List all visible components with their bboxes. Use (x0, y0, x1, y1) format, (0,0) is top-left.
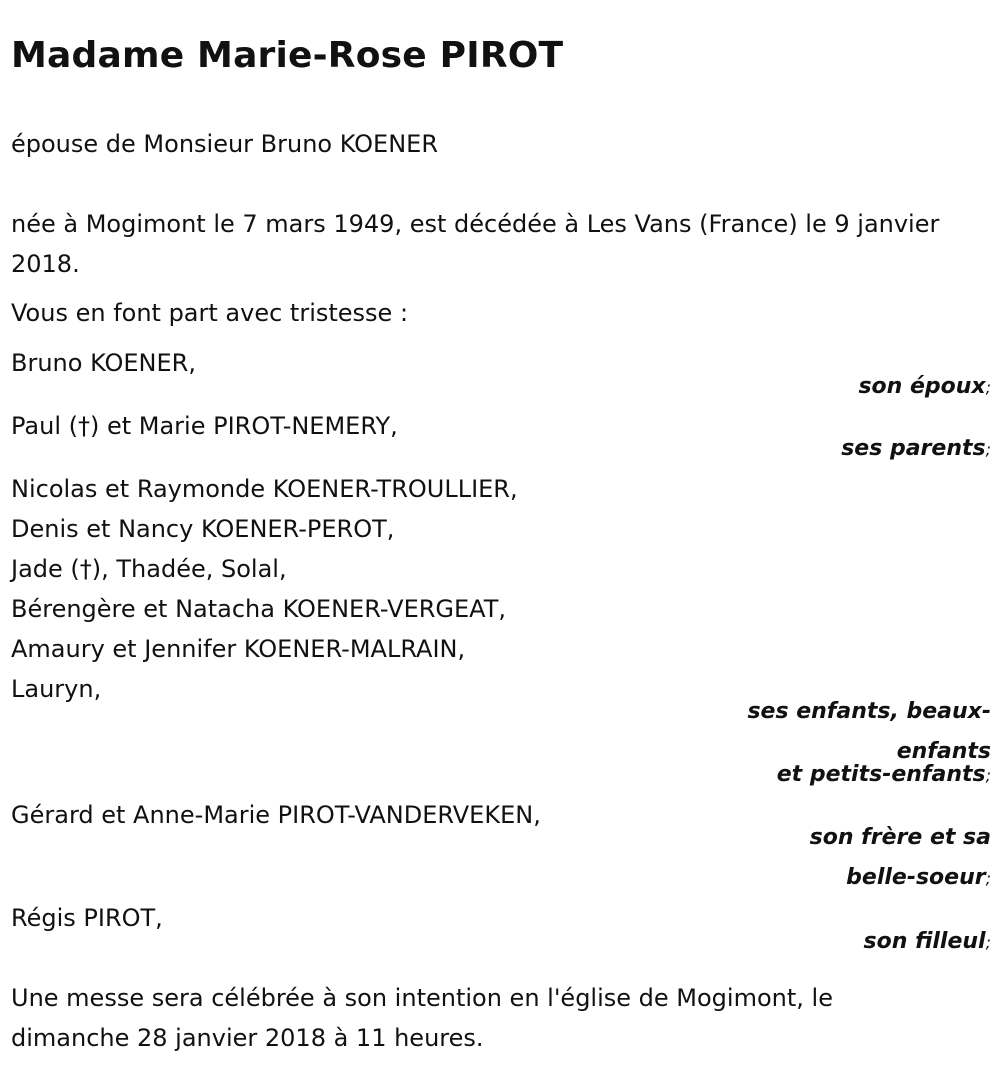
relation-godson (864, 927, 991, 958)
mass-paragraph: Une messe sera célébrée à son intention en l'église de Mogimont, le dimanche 28 janvier 2018 à 11 heures. (11, 984, 833, 1052)
relation-separator: ; (985, 869, 991, 888)
family-member-regis: Régis PIROT, (11, 904, 163, 932)
relation-sibling-line2 (846, 863, 991, 894)
relation-text: ses parents (841, 436, 986, 461)
relation-separator: ; (985, 378, 991, 397)
family-member-denis: Denis et Nancy KOENER-PEROT, (11, 515, 395, 543)
relation-text: son époux (858, 374, 986, 399)
relation-children-line1: ses enfants, beaux- (747, 699, 991, 724)
spouse-line: épouse de Monsieur Bruno KOENER (11, 130, 439, 158)
deceased-name-heading: Madame Marie-Rose PIROT (11, 35, 564, 76)
announcement-line: Vous en font part avec tristesse : (11, 299, 409, 327)
family-member-berengere: Bérengère et Natacha KOENER-VERGEAT, (11, 595, 507, 623)
relation-text: et petits-enfants (776, 762, 986, 787)
family-member-lauryn: Lauryn, (11, 675, 102, 703)
family-member-amaury: Amaury et Jennifer KOENER-MALRAIN, (11, 635, 466, 663)
family-member-parents: Paul (†) et Marie PIROT-NEMERY, (11, 412, 398, 440)
relation-separator: ; (985, 766, 991, 785)
birth-death-paragraph: née à Mogimont le 7 mars 1949, est décédée à Les Vans (France) le 9 janvier 2018. (11, 210, 940, 278)
relation-sibling-line1: son frère et sa (809, 825, 991, 850)
family-member-nicolas: Nicolas et Raymonde KOENER-TROULLIER, (11, 475, 518, 503)
relation-separator: ; (985, 933, 991, 952)
family-member-jade: Jade (†), Thadée, Solal, (11, 555, 287, 583)
relation-text: son filleul (863, 929, 986, 954)
relation-parents (841, 434, 991, 465)
relation-separator: ; (985, 440, 991, 459)
relation-text: belle-soeur (846, 865, 986, 890)
relation-children-line3 (777, 760, 991, 791)
family-member-bruno: Bruno KOENER, (11, 349, 196, 377)
obituary-notice (11, 0, 991, 1072)
relation-spouse (858, 372, 991, 403)
relation-children-line2: enfants (896, 739, 991, 764)
family-member-gerard: Gérard et Anne-Marie PIROT-VANDERVEKEN, (11, 801, 541, 829)
